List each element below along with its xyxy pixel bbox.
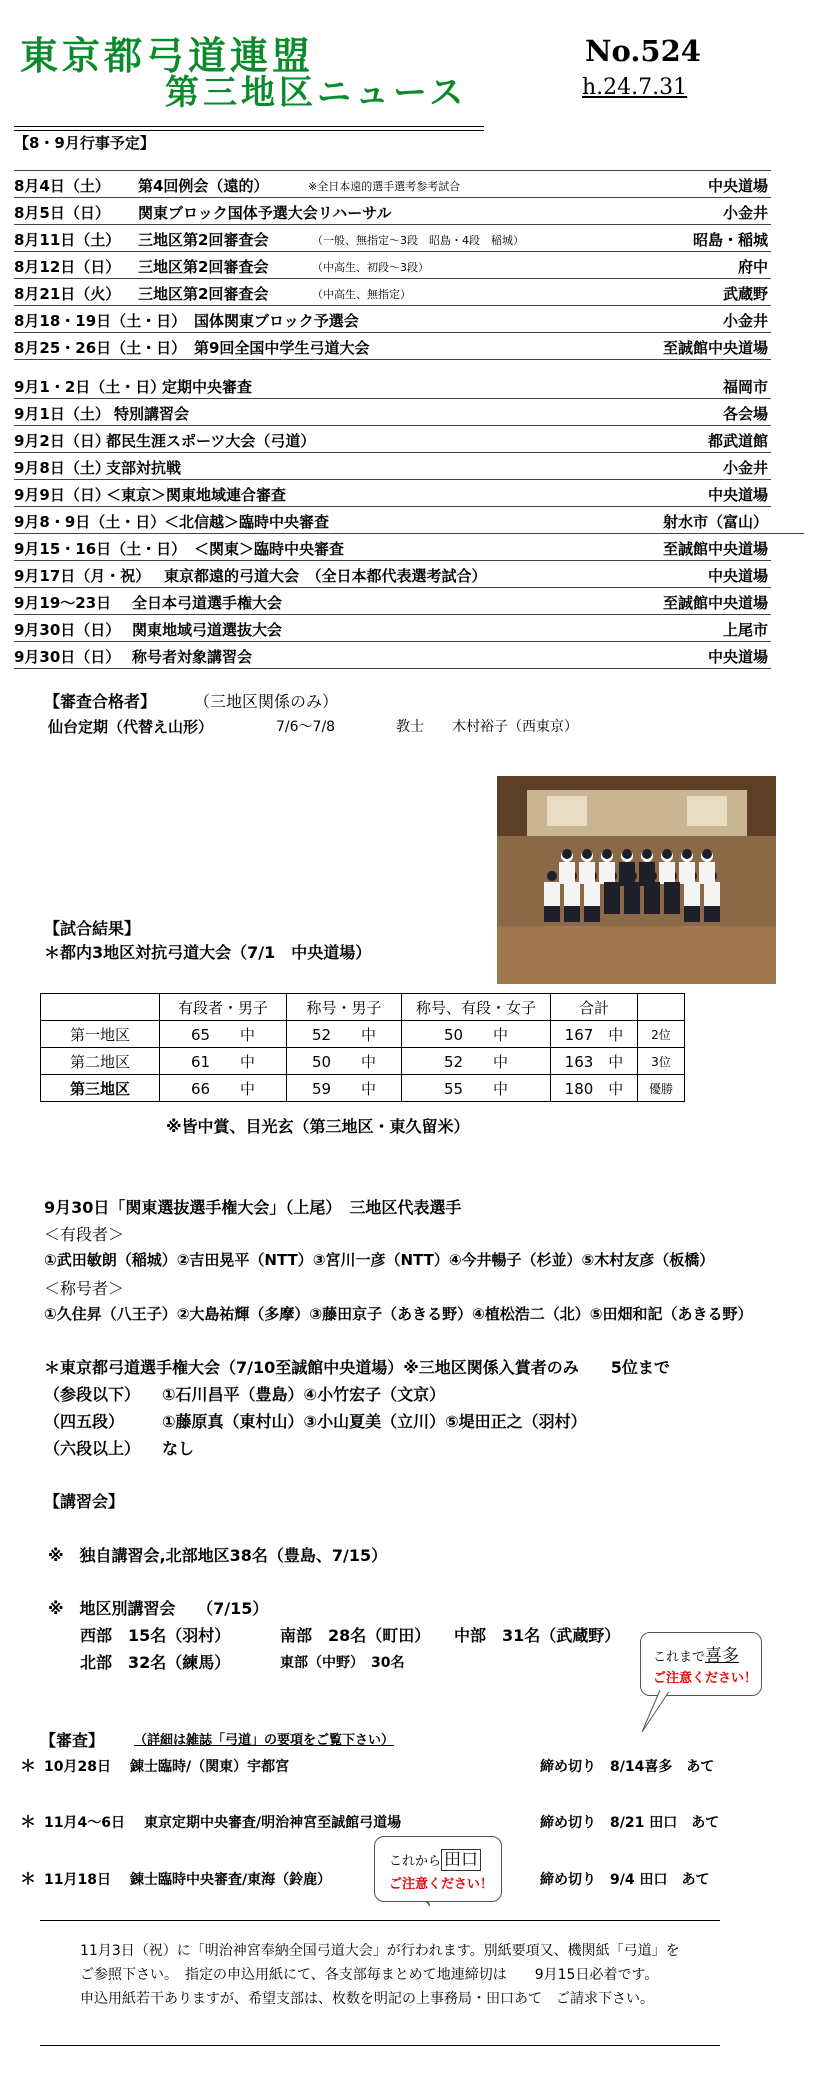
callout-kita-pointer: [640, 1690, 670, 1734]
schedule-row: 9月30日（日） 称号者対象講習会 中央道場: [14, 642, 771, 669]
schedule-row: 8月5日（日） 関東ブロック国体予選大会リハーサル 小金井: [14, 198, 771, 225]
exams-title: 【審査】: [40, 1731, 105, 1750]
schedule-row: 9月2日（日） 都民生涯スポーツ大会（弓道） 都武道館: [14, 426, 771, 453]
lecture-mid: 中部 31名（武蔵野）: [454, 1626, 621, 1645]
group-photo: [497, 776, 776, 984]
kanto-yudan-label: ＜有段者＞: [44, 1225, 125, 1244]
exam-deadline: 締め切り 8/14喜多 あて: [540, 1759, 715, 1775]
table-row: 第二地区 61 中 50 中 52 中 163 中 3位: [41, 1048, 685, 1075]
tokyo-l3-label: （六段以上）: [44, 1439, 141, 1458]
newsletter-title-line2: 第三地区ニュース: [165, 73, 468, 113]
callout-kita: これまで喜多 ご注意ください！: [640, 1632, 762, 1696]
lecture-item-1: ※ 独自講習会,北部地区38名（豊島、7/15）: [48, 1546, 388, 1565]
schedule-row: 9月8・9日（土・日） ＜北信越＞臨時中央審査 射水市（富山）: [14, 507, 804, 534]
header-divider: [14, 126, 484, 131]
exam-star: ＊: [20, 1812, 37, 1831]
table-header-row: 有段者・男子 称号・男子 称号、有段・女子 合計: [41, 994, 685, 1021]
exam-deadline: 締め切り 9/4 田口 あて: [540, 1872, 710, 1888]
footer-line-2: ご参照下さい。 指定の申込用紙にて、各支部毎まとめて地連締切は 9月15日必着です。: [80, 1967, 659, 1983]
lectures-title: 【講習会】: [44, 1492, 125, 1511]
results-event: ＊都内3地区対抗弓道大会（7/1 中央道場）: [44, 943, 372, 962]
schedule-row: 8月11日（土） 三地区第2回審査会 （一般、無指定～3段 昭島・4段 稲城） 昭島・稲城: [14, 225, 771, 252]
exam-pass-scope: （三地区関係のみ）: [194, 692, 339, 711]
issue-number: No.524: [585, 34, 701, 68]
exams-note: （詳細は雑誌「弓道」の要項をご覧下さい）: [134, 1733, 395, 1748]
callout-taguchi: これから 田口 ご注意ください！: [374, 1836, 502, 1902]
exam-star: ＊: [20, 1869, 37, 1888]
schedule-row: 9月19～23日 全日本弓道選手権大会 至誠館中央道場: [14, 588, 771, 615]
results-title: 【試合結果】: [44, 919, 141, 938]
footer-divider-bottom: [40, 2045, 720, 2046]
exam-date: 11月4～6日: [44, 1815, 125, 1831]
results-award: ※皆中賞、目光玄（第三地区・東久留米）: [166, 1117, 470, 1136]
kanto-shogo-list: ①久住昇（八王子）②大島祐輝（多摩）③藤田京子（あきる野）④植松浩二（北）⑤田畑和記（あきる野）: [44, 1305, 753, 1323]
schedule-row: 9月15・16日（土・日） ＜関東＞臨時中央審査 至誠館中央道場: [14, 534, 771, 561]
kanto-shogo-label: ＜称号者＞: [44, 1279, 125, 1298]
footer-line-3: 申込用紙若干ありますが、希望支部は、枚数を明記の上事務局・田口あて ご請求下さい。: [80, 1991, 654, 2007]
exam-detail: 東京定期中央審査/明治神宮至誠館弓道場: [144, 1815, 402, 1831]
schedule-title: 【8・9月行事予定】: [14, 134, 155, 152]
kanto-yudan-list: ①武田敏朗（稲城）②吉田晃平（NTT）③宮川一彦（NTT）④今井暢子（杉並）⑤木村友彦（板橋）: [44, 1251, 715, 1269]
schedule-row: 9月8日（土） 支部対抗戦 小金井: [14, 453, 771, 480]
exam-deadline: 締め切り 8/21 田口 あて: [540, 1815, 720, 1831]
exam-pass-exam: 仙台定期（代替え山形）: [48, 718, 214, 736]
tokyo-l1: ①石川昌平（豊島）④小竹宏子（文京）: [162, 1385, 446, 1404]
schedule-august: [14, 170, 771, 360]
lecture-east: 東部（中野） 30名: [280, 1655, 405, 1671]
exam-pass-person: 木村裕子（西東京）: [452, 719, 578, 735]
schedule-row: 8月4日（土） 第4回例会（遠的） ※全日本遠的選手選考参考試合 中央道場: [14, 171, 771, 198]
kanto-heading: 9月30日「関東選抜選手権大会」（上尾） 三地区代表選手: [44, 1198, 462, 1217]
schedule-row: 8月18・19日（土・日） 国体関東ブロック予選会 小金井: [14, 306, 771, 333]
schedule-row: 9月17日（月・祝） 東京都遠的弓道大会 （全日本都代表選考試合） 中央道場: [14, 561, 771, 588]
exam-pass-rank: 教士: [396, 719, 424, 735]
exam-detail: 錬士臨時/（関東）宇都宮: [130, 1759, 290, 1775]
exam-detail: 錬士臨時中央審査/東海（鈴鹿）: [130, 1872, 332, 1888]
schedule-row: 9月1日（土） 特別講習会 各会場: [14, 399, 771, 426]
lecture-north: 北部 32名（練馬）: [80, 1653, 231, 1672]
tokyo-l2-label: （四五段）: [44, 1412, 125, 1431]
schedule-row: 8月21日（火） 三地区第2回審査会 （中高生、無指定） 武蔵野: [14, 279, 771, 306]
schedule-september: [14, 372, 771, 672]
schedule-row: 8月12日（日） 三地区第2回審査会 （中高生、初段～3段） 府中: [14, 252, 771, 279]
schedule-row: 8月25・26日（土・日） 第9回全国中学生弓道大会 至誠館中央道場: [14, 333, 771, 360]
schedule-row: 9月9日（日） ＜東京＞関東地域連合審査 中央道場: [14, 480, 771, 507]
table-row: 第三地区 66 中 59 中 55 中 180 中 優勝: [41, 1075, 685, 1102]
lecture-item-2: ※ 地区別講習会 （7/15）: [48, 1599, 269, 1618]
schedule-row: 9月30日（日） 関東地域弓道選抜大会 上尾市: [14, 615, 771, 642]
exam-star: ＊: [20, 1756, 37, 1775]
exam-pass-dates: 7/6～7/8: [276, 719, 336, 735]
newsletter-title-line1: 東京都弓道連盟: [20, 33, 315, 78]
footer-divider-top: [40, 1920, 720, 1921]
lecture-west: 西部 15名（羽村）: [80, 1626, 231, 1645]
issue-date: h.24.7.31: [582, 75, 688, 100]
table-row: 第一地区 65 中 52 中 50 中 167 中 2位: [41, 1021, 685, 1048]
tokyo-l2: ①藤原真（東村山）③小山夏美（立川）⑤堤田正之（羽村）: [162, 1412, 587, 1431]
tokyo-l3: なし: [162, 1439, 195, 1458]
tokyo-l1-label: （参段以下）: [44, 1385, 141, 1404]
tokyo-heading: ＊東京都弓道選手権大会（7/10至誠館中央道場）※三地区関係入賞者のみ 5位まで: [44, 1358, 670, 1377]
footer-line-1: 11月3日（祝）に「明治神宮奉納全国弓道大会」が行われます。別紙要項又、機関紙「弓道」を: [80, 1943, 680, 1959]
exam-date: 11月18日: [44, 1872, 111, 1888]
schedule-row: 9月1・2日（土・日） 定期中央審査 福岡市: [14, 372, 771, 399]
results-table: [40, 993, 685, 1102]
exam-date: 10月28日: [44, 1759, 111, 1775]
exam-pass-title: 【審査合格者】: [44, 692, 157, 711]
lecture-south: 南部 28名（町田）: [280, 1626, 431, 1645]
